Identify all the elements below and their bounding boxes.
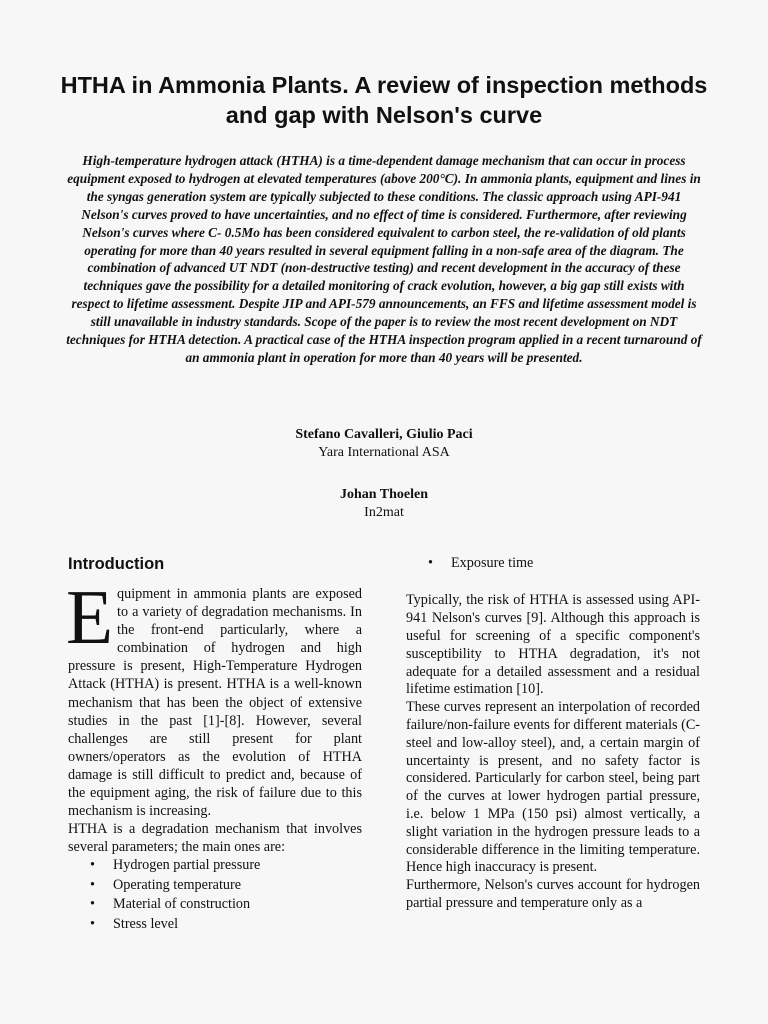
list-item-text: Material of construction — [113, 896, 251, 913]
drop-cap: E — [66, 574, 114, 660]
author-names: Stefano Cavalleri, Giulio Paci — [295, 427, 473, 442]
author-names: Johan Thoelen — [339, 487, 429, 502]
abstract: High-temperature hydrogen attack (HTHA) is a time-dependent damage mechanism that can occur in process equipment exposed to hydrogen at elevated temperatures (above 200°C). In ammonia plants, equipment and lines in the syngas generation system are typically subjected to these conditions. The classic approach using API-941 Nelson's curves proved to have uncertainties, and no effect of time is considered. Furthermore, after reviewing Nelson's curves where C- 0.5Mo has been considered equivalent to carbon steel, the re-validation of old plants operating for more than 40 years resulted in several equipment falling in a non-safe area of the diagram. The combination of advanced UT NDT (non-destructive testing) and recent development in the accuracy of these techniques gave the possibility for a detailed monitoring of crack evolution, however, a big gap still exists with respect to lifetime assessment. Despite JIP and API-579 announcements, an FFS and lifetime assessment model is still unavailable in industry standards. Scope of the paper is to review the most recent development on NDT techniques for HTHA detection. A practical case of the HTHA inspection program applied in a recent turnaround of an ammonia plant in operation for more than 40 years will be presented. — [66, 153, 702, 365]
left-column — [68, 554, 362, 934]
list-item-text: Operating temperature — [113, 876, 242, 893]
parameters-list — [68, 856, 362, 934]
bullet-icon: • — [428, 555, 433, 571]
list-item — [68, 915, 362, 934]
list-item-text: Hydrogen partial pressure — [113, 857, 261, 874]
author-block-1 — [0, 426, 768, 462]
nelson-curves-paragraph: Typically, the risk of HTHA is assessed using API-941 Nelson's curves [9]. Although this approach is useful for screening of a specific component's susceptibility to HTHA degradation, it's not adequate for a detailed assessment and a residual lifetime estimation [10]. — [406, 592, 700, 698]
paper-title: HTHA in Ammonia Plants. A review of inspection methods and gap with Nelson's curve — [60, 72, 708, 128]
list-item — [68, 895, 362, 914]
section-heading-introduction: Introduction — [68, 555, 165, 573]
parameters-list-continued — [406, 554, 700, 573]
nelson-limitations-paragraph: Furthermore, Nelson's curves account for hydrogen partial pressure and temperature only as a — [406, 877, 700, 911]
author-affiliation: In2mat — [364, 505, 404, 520]
right-column — [406, 554, 700, 913]
intro-paragraph-text: quipment in ammonia plants are exposed to a variety of degradation mechanisms. In the front-end particularly, where a combination of hydrogen and high pressure is present, High-Temperature Hydrogen Attack (HTHA) is present. HTHA is a well-known mechanism that has been the object of extensive studies in the past [1]-[8]. However, several challenges are still present for plant owners/operators as the evolution of HTHA damage is still difficult to predict and, because of the equipment aging, the risk of failure due to this mechanism is increasing. — [68, 586, 362, 820]
list-item — [406, 554, 700, 573]
list-item-text: Stress level — [113, 915, 179, 932]
list-item — [68, 876, 362, 895]
parameters-paragraph: HTHA is a degradation mechanism that involves several parameters; the main ones are: — [68, 821, 362, 856]
author-affiliation: Yara International ASA — [318, 445, 450, 460]
list-item-text: Exposure time — [451, 555, 534, 571]
list-item — [68, 856, 362, 875]
author-block-2 — [0, 486, 768, 522]
intro-paragraph — [66, 574, 362, 820]
bullet-icon: • — [90, 915, 95, 932]
curves-interpolation-paragraph: These curves represent an interpolation of recorded failure/non-failure events for different materials (C-steel and low-alloy steel), and, a certain margin of uncertainty is present, and no safety factor is considered. Particularly for carbon steel, being part of the curves at lower hydrogen partial pressure, i.e. below 1 MPa (150 psi) almost vertically, a slight variation in the hydrogen pressure leads to a considerable difference in the limiting temperature. Hence high inaccuracy is present. — [406, 699, 701, 876]
bullet-icon: • — [90, 876, 95, 893]
bullet-icon: • — [90, 896, 95, 913]
bullet-icon: • — [90, 857, 95, 874]
